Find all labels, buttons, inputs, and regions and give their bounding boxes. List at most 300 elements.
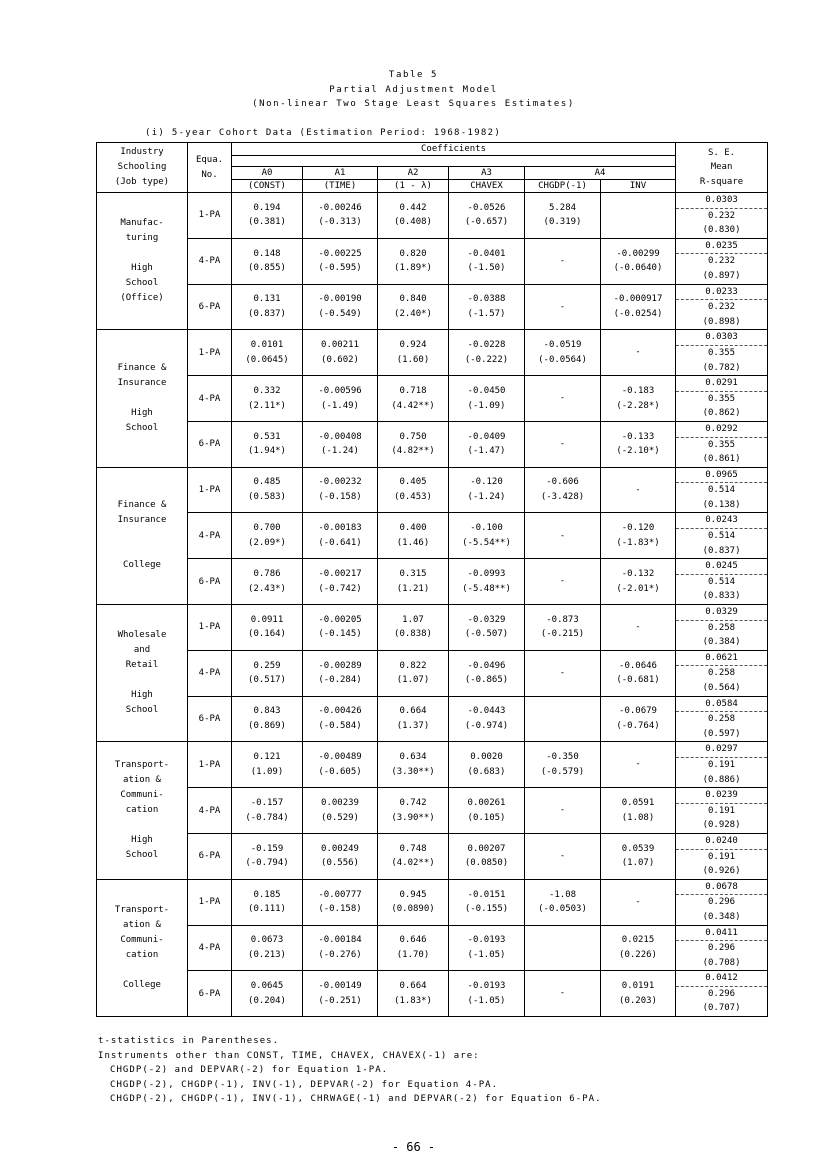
se-mean-rsq-cell	[676, 971, 768, 1017]
coef-chgdp-tstat: (-0.215)	[540, 629, 585, 640]
mean-value: 0.514	[676, 528, 767, 544]
estimation-method: (Non-linear Two Stage Least Squares Estimates)	[252, 99, 575, 109]
coef-a0-tstat: (-0.794)	[245, 858, 289, 869]
coef-a2-tstat: (0.0890)	[391, 904, 435, 915]
coef-chgdp-cell	[525, 650, 601, 696]
coef-chgdp-value: -	[559, 255, 566, 266]
header-a2-sub: (1 - λ)	[378, 180, 449, 193]
coef-a1-value: -0.00184	[318, 935, 362, 946]
coef-a0-value: 0.332	[253, 385, 281, 396]
equation-no: 4-PA	[188, 925, 232, 971]
coef-a3-value: 0.00261	[467, 797, 506, 808]
coef-a3-tstat: (0.0850)	[464, 858, 509, 869]
coef-a0-tstat: (0.837)	[248, 308, 286, 319]
coef-a1-cell	[303, 605, 378, 651]
coef-inv-cell	[601, 833, 676, 879]
coef-a2-cell	[378, 971, 449, 1017]
coef-a3-value: -0.120	[470, 477, 503, 488]
coef-a3-cell	[449, 605, 525, 651]
coef-chgdp-cell	[525, 284, 601, 330]
coef-a1-tstat: (-0.605)	[318, 766, 362, 777]
coef-a2-cell	[378, 559, 449, 605]
table-subtitle: (i) 5-year Cohort Data (Estimation Period: 1968-1982)	[145, 128, 502, 138]
rsquare-value: (0.898)	[702, 316, 741, 327]
rsquare-value: (0.708)	[702, 957, 741, 968]
coef-a3-value: -0.0193	[467, 981, 506, 992]
coef-a1-tstat: (-0.549)	[318, 308, 362, 319]
rsquare-value: (0.384)	[702, 637, 741, 648]
coef-a2-cell	[378, 467, 449, 513]
coef-chgdp-value: -	[559, 576, 566, 587]
coef-a1-tstat: (0.529)	[321, 812, 359, 823]
equation-no: 4-PA	[188, 238, 232, 284]
coef-a0-value: 0.0911	[250, 614, 284, 625]
coef-a3-value: -0.0993	[467, 569, 506, 580]
coef-a1-tstat: (-0.284)	[318, 675, 362, 686]
coef-inv-value: -	[635, 347, 641, 358]
coef-chgdp-tstat: (-0.0503)	[538, 904, 587, 915]
table-notes	[98, 1034, 602, 1107]
se-value: 0.0411	[705, 927, 738, 938]
coef-a0-value: 0.259	[253, 660, 281, 671]
coef-inv-value: -	[635, 759, 641, 770]
mean-value: 0.514	[676, 482, 767, 498]
coef-chgdp-cell	[525, 971, 601, 1017]
coef-a0-value: 0.485	[253, 477, 281, 488]
coef-a1-cell	[303, 513, 378, 559]
coef-a2-value: 0.634	[399, 752, 427, 763]
coef-a3-value: -0.0401	[467, 248, 506, 259]
coef-a1-tstat: (0.602)	[321, 354, 359, 365]
coef-a1-cell	[303, 742, 378, 788]
coef-a3-tstat: (0.683)	[467, 766, 506, 777]
coef-a3-cell	[449, 879, 525, 925]
note-instruments: Instruments other than CONST, TIME, CHAVEX, CHAVEX(-1) are:	[98, 1050, 480, 1061]
coef-chgdp-cell	[525, 376, 601, 422]
coef-a0-tstat: (-0.784)	[245, 812, 289, 823]
coef-a0-tstat: (0.213)	[248, 949, 286, 960]
equation-no: 4-PA	[188, 788, 232, 834]
coef-a3-value: -0.0193	[467, 935, 506, 946]
coef-a2-tstat: (2.40*)	[394, 308, 432, 319]
coef-inv-cell	[601, 238, 676, 284]
mean-value: 0.355	[676, 437, 767, 453]
se-value: 0.0965	[705, 469, 738, 480]
coef-chgdp-value: -	[559, 301, 566, 312]
coef-a0-value: 0.786	[253, 569, 281, 580]
coef-inv-cell	[601, 559, 676, 605]
coef-a1-cell	[303, 879, 378, 925]
coef-a3-cell	[449, 650, 525, 696]
coef-a0-value: -0.159	[250, 843, 284, 854]
coef-chgdp-value: -0.350	[546, 752, 579, 763]
coef-a2-cell	[378, 650, 449, 696]
se-mean-rsq-cell	[676, 559, 768, 605]
coef-a3-cell	[449, 330, 525, 376]
coef-a0-cell	[232, 513, 303, 559]
coef-a0-cell	[232, 421, 303, 467]
table-row	[97, 696, 768, 742]
se-mean-rsq-cell	[676, 238, 768, 284]
industry-label: Finance & Insurance High School	[97, 330, 188, 467]
mean-value: 0.296	[676, 940, 767, 956]
header-rsquare: R-square	[699, 176, 744, 187]
se-mean-rsq-cell	[676, 421, 768, 467]
coef-a2-value: 0.646	[399, 935, 427, 946]
coef-a2-tstat: (1.07)	[396, 675, 430, 686]
table-row	[97, 605, 768, 651]
coef-a3-tstat: (-0.657)	[464, 217, 509, 228]
coef-a2-value: 0.742	[399, 797, 427, 808]
table-row	[97, 330, 768, 376]
coef-a3-cell	[449, 421, 525, 467]
table-number: Table 5	[388, 70, 439, 80]
table-row	[97, 193, 768, 239]
coef-a3-cell	[449, 925, 525, 971]
equation-no: 1-PA	[188, 605, 232, 651]
coef-a3-tstat: (-0.507)	[464, 629, 509, 640]
coef-inv-value: 0.0591	[621, 797, 655, 808]
coef-a1-cell	[303, 421, 378, 467]
coef-a3-cell	[449, 238, 525, 284]
coef-a1-value: -0.00246	[318, 202, 362, 213]
coef-a1-value: -0.00426	[318, 706, 362, 717]
header-a3: A3	[449, 167, 525, 180]
table-row	[97, 467, 768, 513]
coef-inv-cell	[601, 925, 676, 971]
coef-a1-tstat: (-0.742)	[318, 583, 362, 594]
se-value: 0.0303	[705, 332, 738, 343]
coef-a2-value: 0.924	[399, 340, 427, 351]
rsquare-value: (0.926)	[702, 866, 741, 877]
coef-a1-value: -0.00190	[318, 294, 362, 305]
coef-a0-value: 0.700	[253, 523, 281, 534]
mean-value: 0.296	[676, 894, 767, 910]
mean-value: 0.232	[676, 208, 767, 224]
coef-a2-cell	[378, 376, 449, 422]
mean-value: 0.232	[676, 253, 767, 269]
coef-a1-tstat: (-0.251)	[318, 995, 362, 1006]
coef-a3-cell	[449, 467, 525, 513]
coef-a2-value: 0.664	[399, 981, 427, 992]
coef-a0-tstat: (0.855)	[248, 263, 286, 274]
industry-label: Transport- ation & Communi- cation College	[97, 879, 188, 1016]
rsquare-value: (0.861)	[702, 454, 741, 465]
coef-a2-tstat: (3.90**)	[391, 812, 435, 823]
equation-no: 4-PA	[188, 650, 232, 696]
se-mean-rsq-cell	[676, 650, 768, 696]
coef-a0-cell	[232, 925, 303, 971]
coef-a2-value: 0.748	[399, 843, 427, 854]
coef-inv-tstat: (1.07)	[621, 858, 655, 869]
coef-a1-tstat: (-0.276)	[318, 949, 362, 960]
coef-a0-tstat: (0.111)	[248, 904, 286, 915]
coef-a0-value: 0.843	[253, 706, 281, 717]
header-a4-gdp: CHGDP(-1)	[525, 180, 601, 193]
coef-a1-tstat: (-0.641)	[318, 537, 362, 548]
coef-inv-value: -0.133	[621, 431, 655, 442]
coef-a3-value: -0.0228	[467, 340, 506, 351]
equation-no: 4-PA	[188, 513, 232, 559]
coef-a0-cell	[232, 467, 303, 513]
se-value: 0.0291	[705, 378, 738, 389]
coef-a3-cell	[449, 971, 525, 1017]
coef-inv-cell	[601, 513, 676, 559]
mean-value: 0.355	[676, 391, 767, 407]
coef-a1-cell	[303, 238, 378, 284]
coef-a2-cell	[378, 284, 449, 330]
coef-a1-value: -0.00205	[318, 614, 362, 625]
equation-no: 6-PA	[188, 833, 232, 879]
se-mean-rsq-cell	[676, 879, 768, 925]
se-value: 0.0621	[705, 652, 738, 663]
coef-inv-value: 0.0191	[621, 981, 655, 992]
coef-a0-value: 0.185	[253, 889, 281, 900]
industry-label: Transport- ation & Communi- cation High School	[97, 742, 188, 879]
coef-a0-tstat: (0.204)	[248, 995, 286, 1006]
coef-a2-cell	[378, 605, 449, 651]
coef-a2-tstat: (1.89*)	[394, 263, 432, 274]
coef-inv-value: -0.0679	[619, 706, 657, 717]
coef-a3-cell	[449, 193, 525, 239]
mean-value: 0.191	[676, 849, 767, 865]
coef-a2-cell	[378, 193, 449, 239]
coef-a3-tstat: (-1.50)	[467, 263, 506, 274]
coef-chgdp-value: -0.0519	[543, 340, 582, 351]
coef-a2-value: 0.945	[399, 889, 427, 900]
coef-a1-cell	[303, 696, 378, 742]
coef-a3-value: -0.0443	[467, 706, 506, 717]
coef-a2-tstat: (4.02**)	[391, 858, 435, 869]
coef-a1-cell	[303, 788, 378, 834]
coef-inv-value: -0.0646	[619, 660, 657, 671]
coef-a3-tstat: (-5.48**)	[462, 583, 511, 594]
coef-a0-cell	[232, 696, 303, 742]
industry-label: Manufac- turing High School (Office)	[97, 193, 188, 330]
coef-inv-tstat: (-0.0640)	[613, 263, 663, 274]
equation-no: 1-PA	[188, 879, 232, 925]
coef-a1-value: 0.00211	[321, 340, 359, 351]
se-value: 0.0297	[705, 744, 738, 755]
coef-a0-value: -0.157	[250, 797, 284, 808]
coef-a0-tstat: (1.09)	[250, 766, 284, 777]
coef-a3-cell	[449, 696, 525, 742]
table-row	[97, 788, 768, 834]
se-mean-rsq-cell	[676, 833, 768, 879]
table-row	[97, 742, 768, 788]
se-value: 0.0303	[705, 195, 738, 205]
coef-a2-tstat: (1.60)	[396, 354, 430, 365]
coef-a1-value: -0.00217	[318, 569, 362, 580]
coef-inv-cell	[601, 605, 676, 651]
coef-a2-cell	[378, 421, 449, 467]
coef-a0-tstat: (0.381)	[248, 217, 286, 228]
coef-a0-tstat: (0.164)	[248, 629, 286, 640]
note-eq-4pa: CHGDP(-2), CHGDP(-1), INV(-1), DEPVAR(-2) for Equation 4-PA.	[110, 1079, 499, 1090]
coef-a1-tstat: (-0.313)	[318, 217, 362, 228]
rsquare-value: (0.138)	[702, 499, 741, 510]
table-row	[97, 284, 768, 330]
coef-a1-cell	[303, 193, 378, 239]
coef-inv-cell	[601, 193, 676, 239]
coef-a2-tstat: (1.37)	[396, 720, 430, 731]
model-title: Partial Adjustment Model	[329, 85, 498, 95]
coef-a2-cell	[378, 742, 449, 788]
rsquare-value: (0.928)	[702, 820, 741, 831]
coef-a3-cell	[449, 833, 525, 879]
coef-inv-cell	[601, 742, 676, 788]
coef-a1-cell	[303, 559, 378, 605]
rsquare-value: (0.707)	[702, 1003, 741, 1014]
coef-chgdp-cell	[525, 513, 601, 559]
table-row	[97, 971, 768, 1017]
coef-a2-tstat: (0.838)	[394, 629, 432, 640]
coef-inv-cell	[601, 330, 676, 376]
coef-a3-tstat: (-1.24)	[467, 492, 506, 503]
mean-value: 0.191	[676, 757, 767, 773]
coef-a0-value: 0.0101	[250, 340, 284, 351]
coef-chgdp-value: -1.08	[548, 889, 577, 900]
note-eq-1pa: CHGDP(-2) and DEPVAR(-2) for Equation 1-PA.	[110, 1065, 389, 1076]
coef-a3-value: 0.00207	[467, 843, 506, 854]
coef-a2-cell	[378, 513, 449, 559]
coef-a3-tstat: (-1.57)	[467, 308, 506, 319]
coef-a2-tstat: (0.408)	[394, 217, 432, 228]
coef-a0-cell	[232, 238, 303, 284]
coef-inv-cell	[601, 971, 676, 1017]
coef-a2-tstat: (3.30**)	[391, 766, 435, 777]
mean-value: 0.258	[676, 665, 767, 681]
coef-a2-value: 0.315	[399, 569, 427, 580]
equation-no: 1-PA	[188, 330, 232, 376]
se-mean-rsq-cell	[676, 467, 768, 513]
coef-a1-tstat: (-0.584)	[318, 720, 362, 731]
table-row	[97, 925, 768, 971]
coef-a0-cell	[232, 559, 303, 605]
rsquare-value: (0.597)	[702, 728, 741, 739]
coef-a2-cell	[378, 879, 449, 925]
coef-chgdp-value: 5.284	[548, 202, 577, 213]
coef-a2-cell	[378, 925, 449, 971]
coef-a3-value: -0.100	[470, 523, 503, 534]
coef-a0-tstat: (0.869)	[248, 720, 286, 731]
header-a2: A2	[378, 167, 449, 180]
coef-a3-value: -0.0496	[467, 660, 506, 671]
coef-a1-value: -0.00232	[318, 477, 362, 488]
coef-inv-tstat: (-2.01*)	[616, 583, 660, 594]
coef-a3-tstat: (-0.865)	[464, 675, 509, 686]
header-spacer	[232, 156, 676, 167]
coef-a0-cell	[232, 193, 303, 239]
coef-chgdp-cell	[525, 879, 601, 925]
se-mean-rsq-cell	[676, 788, 768, 834]
equation-no: 6-PA	[188, 421, 232, 467]
coef-a0-cell	[232, 330, 303, 376]
mean-value: 0.258	[676, 711, 767, 727]
coef-a2-value: 0.664	[399, 706, 427, 717]
coef-inv-cell	[601, 650, 676, 696]
coef-a2-value: 0.718	[399, 385, 427, 396]
coef-a2-tstat: (1.70)	[396, 949, 430, 960]
coef-inv-value: -0.120	[621, 523, 655, 534]
header-equation-no: Equa. No.	[188, 143, 232, 193]
coef-a3-tstat: (0.105)	[467, 812, 506, 823]
coef-inv-tstat: (0.203)	[619, 995, 657, 1006]
coef-a1-cell	[303, 971, 378, 1017]
coef-a2-tstat: (4.82**)	[391, 446, 435, 457]
coef-a0-tstat: (2.11*)	[248, 400, 286, 411]
coef-a1-cell	[303, 330, 378, 376]
coef-chgdp-value: -	[559, 988, 566, 999]
rsquare-value: (0.564)	[702, 683, 741, 693]
se-value: 0.0240	[705, 835, 738, 846]
coef-inv-tstat: (-0.0254)	[613, 308, 663, 319]
equation-no: 6-PA	[188, 284, 232, 330]
header-industry: Industry Schooling (Job type)	[97, 143, 188, 193]
coef-a1-cell	[303, 833, 378, 879]
table-row	[97, 833, 768, 879]
coef-a1-value: -0.00489	[318, 752, 362, 763]
coef-a3-cell	[449, 559, 525, 605]
coef-chgdp-tstat: (-3.428)	[540, 492, 585, 503]
coef-a3-cell	[449, 513, 525, 559]
coef-a0-cell	[232, 284, 303, 330]
equation-no: 4-PA	[188, 376, 232, 422]
coef-a1-value: -0.00225	[318, 248, 362, 259]
header-a0-sub: (CONST)	[232, 180, 303, 193]
coef-a0-tstat: (0.583)	[248, 492, 286, 503]
coef-a2-cell	[378, 788, 449, 834]
table-row	[97, 879, 768, 925]
coef-a1-tstat: (-0.145)	[318, 629, 362, 640]
mean-value: 0.258	[676, 620, 767, 636]
coef-a0-cell	[232, 376, 303, 422]
coef-inv-cell	[601, 376, 676, 422]
coef-a3-value: 0.0020	[470, 752, 503, 763]
coef-a0-value: 0.0645	[250, 981, 284, 992]
mean-value: 0.514	[676, 574, 767, 590]
header-a3-sub: CHAVEX	[449, 180, 525, 193]
coef-a3-value: -0.0388	[467, 294, 506, 305]
coef-a0-value: 0.194	[253, 202, 281, 213]
coef-chgdp-value: -	[559, 667, 566, 678]
coef-a2-tstat: (0.453)	[394, 492, 432, 503]
coef-a2-value: 0.820	[399, 248, 427, 259]
coef-inv-value: -	[635, 896, 641, 907]
se-value: 0.0584	[705, 698, 738, 709]
se-value: 0.0233	[705, 286, 738, 297]
coef-inv-tstat: (-0.681)	[616, 675, 660, 686]
se-value: 0.0239	[705, 790, 738, 801]
coef-chgdp-cell	[525, 742, 601, 788]
coef-inv-value: -0.132	[621, 569, 655, 580]
coef-a2-value: 0.442	[399, 202, 427, 213]
note-tstat: t-statistics in Parentheses.	[98, 1036, 280, 1046]
coef-chgdp-value: -	[559, 530, 566, 541]
coef-a1-value: 0.00239	[321, 797, 359, 808]
coef-chgdp-cell	[525, 421, 601, 467]
se-mean-rsq-cell	[676, 605, 768, 651]
coef-a3-cell	[449, 284, 525, 330]
coef-inv-tstat: (-2.28*)	[616, 400, 660, 411]
coef-a1-value: -0.00149	[318, 981, 362, 992]
coef-chgdp-value: -	[559, 439, 566, 449]
se-value: 0.0243	[705, 515, 738, 526]
coef-a2-cell	[378, 696, 449, 742]
coef-chgdp-cell	[525, 925, 601, 971]
coef-a0-tstat: (2.09*)	[248, 537, 286, 548]
industry-label: Finance & Insurance College	[97, 467, 188, 604]
